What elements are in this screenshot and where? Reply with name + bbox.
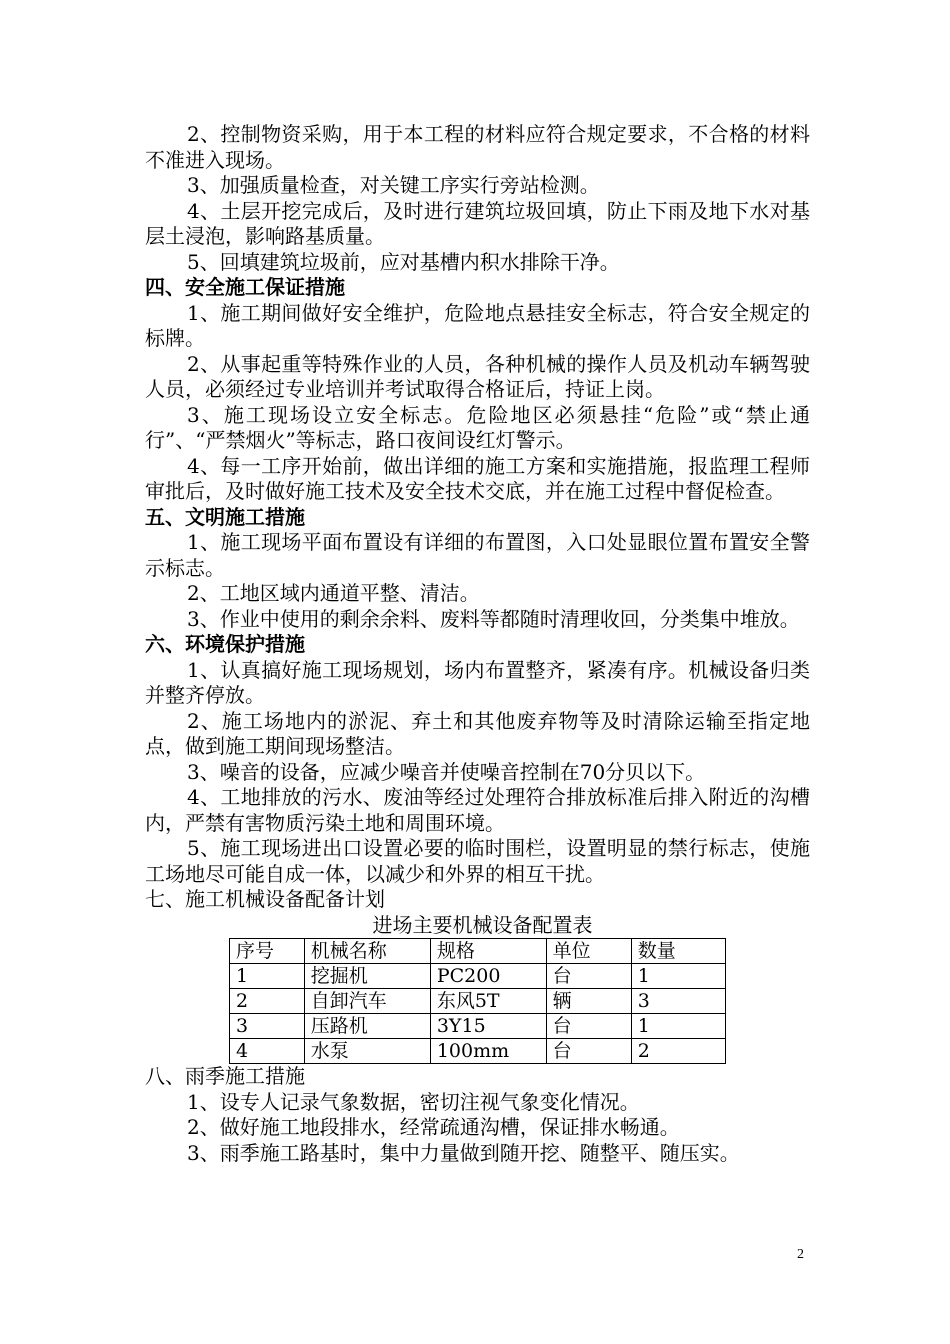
paragraph: 2、从事起重等特殊作业的人员，各种机械的操作人员及机动车辆驾驶人员，必须经过专业培训并考试取得合格证后，持证上岗。	[145, 351, 810, 401]
section-heading-equipment: 七、施工机械设备配备计划	[145, 887, 385, 911]
paragraph: 2、工地区域内通道平整、清洁。	[187, 581, 480, 605]
table-cell: 压路机	[304, 1014, 430, 1039]
table-row	[230, 1039, 726, 1064]
table-cell: 辆	[546, 989, 631, 1014]
table-cell: 台	[546, 964, 631, 989]
paragraph: 3、施工现场设立安全标志。危险地区必须悬挂“危险”或“禁止通行”、“严禁烟火”等标志，路口夜间设红灯警示。	[145, 402, 810, 452]
table-cell: 2	[631, 1039, 725, 1064]
paragraph: 5、回填建筑垃圾前，应对基槽内积水排除干净。	[187, 249, 620, 274]
paragraph: 2、控制物资采购，用于本工程的材料应符合规定要求，不合格的材料不准进入现场。	[145, 122, 810, 172]
paragraph: 4、每一工序开始前，做出详细的施工方案和实施措施，报监理工程师审批后，及时做好施工技术及安全技术交底，并在施工过程中督促检查。	[145, 453, 810, 503]
table-cell: 水泵	[304, 1039, 430, 1064]
paragraph: 3、作业中使用的剩余余料、废料等都随时清理收回，分类集中堆放。	[187, 606, 800, 631]
section-heading: 五、文明施工措施	[145, 504, 305, 529]
table-cell: 4	[230, 1039, 305, 1064]
table-row	[230, 989, 726, 1014]
table-cell: 3	[230, 1014, 305, 1039]
equipment-table	[229, 938, 726, 1064]
paragraph: 4、土层开挖完成后，及时进行建筑垃圾回填，防止下雨及地下水对基层土浸泡，影响路基质量。	[145, 198, 810, 248]
paragraph: 3、雨季施工路基时，集中力量做到随开挖、随整平、随压实。	[187, 1140, 740, 1165]
paragraph: 3、噪音的设备，应减少噪音并使噪音控制在70分贝以下。	[187, 759, 706, 784]
page-number: 2	[797, 1247, 804, 1262]
table-cell: 台	[546, 1014, 631, 1039]
section-heading: 四、安全施工保证措施	[145, 275, 345, 299]
paragraph: 1、施工期间做好安全维护，危险地点悬挂安全标志，符合安全规定的标牌。	[145, 300, 810, 350]
paragraph: 2、做好施工地段排水，经常疏通沟槽，保证排水畅通。	[187, 1115, 680, 1139]
table-header-cell: 数量	[631, 939, 725, 964]
table-cell: PC200	[430, 964, 546, 989]
table-row	[230, 1014, 726, 1039]
table-header-cell: 机械名称	[304, 939, 430, 964]
section-heading-rainy: 八、雨季施工措施	[145, 1064, 305, 1088]
table-cell: 自卸汽车	[304, 989, 430, 1014]
paragraph: 3、加强质量检查，对关键工序实行旁站检测。	[187, 173, 600, 197]
table-cell: 挖掘机	[304, 964, 430, 989]
table-header-cell: 规格	[430, 939, 546, 964]
paragraph: 1、设专人记录气象数据，密切注视气象变化情况。	[187, 1089, 640, 1114]
table-cell: 3	[631, 989, 725, 1014]
paragraph: 2、施工场地内的淤泥、弃土和其他废弃物等及时清除运输至指定地点，做到施工期间现场整洁。	[145, 708, 810, 758]
table-cell: 1	[631, 1014, 725, 1039]
table-header-cell: 序号	[230, 939, 305, 964]
table-cell: 100mm	[430, 1039, 546, 1064]
table-title: 进场主要机械设备配置表	[372, 912, 593, 937]
paragraph: 1、认真搞好施工现场规划，场内布置整齐，紧凑有序。机械设备归类并整齐停放。	[145, 657, 810, 707]
table-header-cell: 单位	[546, 939, 631, 964]
table-cell: 台	[546, 1039, 631, 1064]
table-header-row	[230, 939, 726, 964]
section-heading: 六、环境保护措施	[145, 632, 305, 656]
table-cell: 东风5T	[430, 989, 546, 1014]
table-row	[230, 964, 726, 989]
paragraph: 1、施工现场平面布置设有详细的布置图，入口处显眼位置布置安全警示标志。	[145, 530, 810, 580]
table-cell: 1	[230, 964, 305, 989]
table-cell: 3Y15	[430, 1014, 546, 1039]
document-body	[145, 122, 810, 1166]
paragraph: 4、工地排放的污水、废油等经过处理符合排放标准后排入附近的沟槽内，严禁有害物质污染土地和周围环境。	[145, 785, 810, 835]
table-cell: 1	[631, 964, 725, 989]
table-cell: 2	[230, 989, 305, 1014]
paragraph: 5、施工现场进出口设置必要的临时围栏，设置明显的禁行标志，使施工场地尽可能自成一体，以减少和外界的相互干扰。	[145, 836, 810, 886]
